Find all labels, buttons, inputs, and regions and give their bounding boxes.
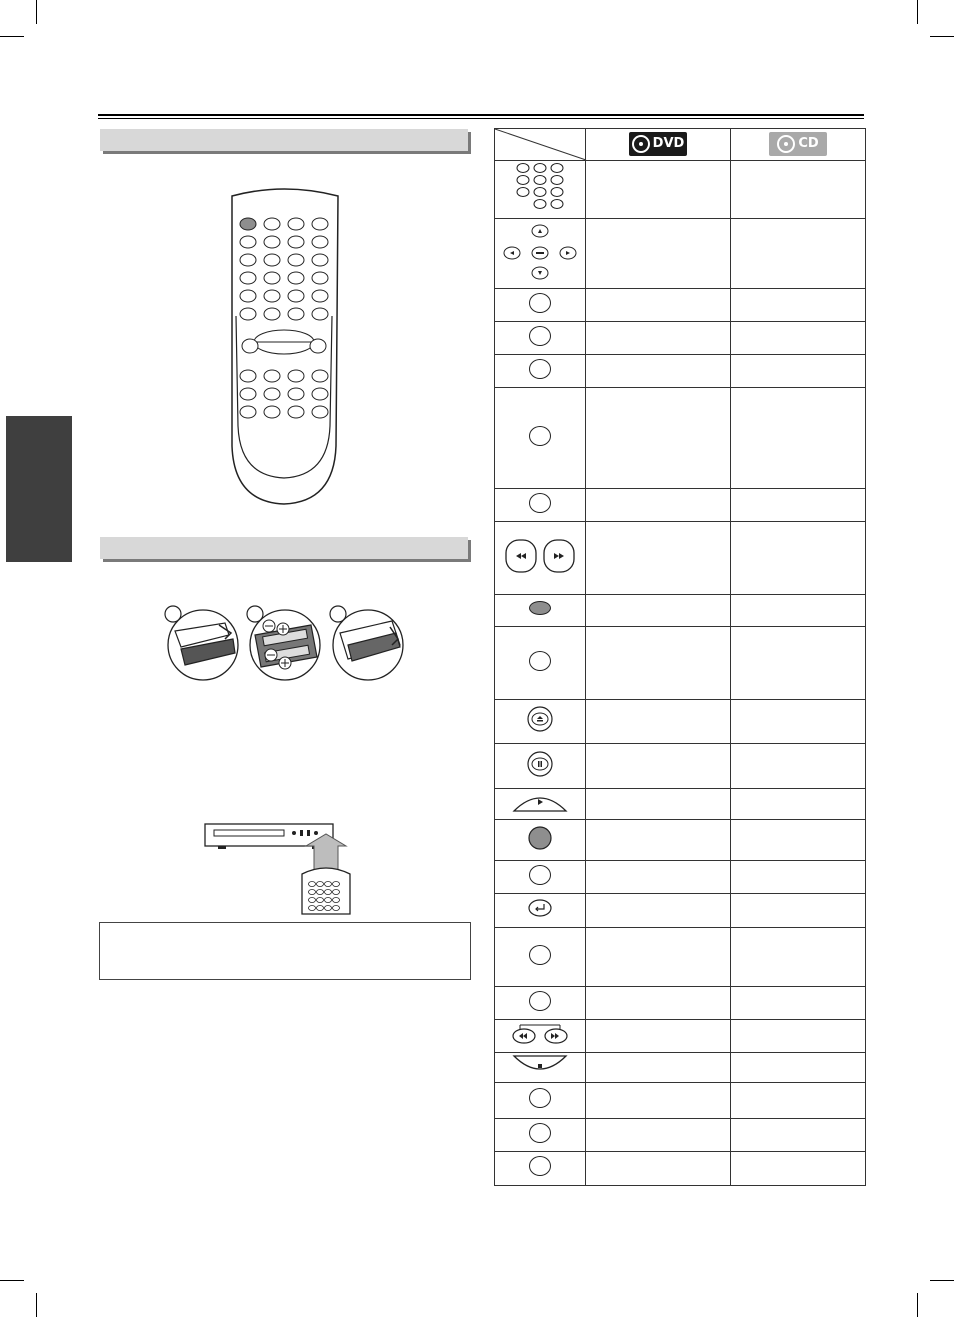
remote-button <box>312 218 328 230</box>
table-row <box>495 627 866 700</box>
cd-function-cell <box>731 928 866 987</box>
number-keypad-icon <box>495 161 586 219</box>
dvd-function-cell <box>586 789 731 820</box>
cd-function-cell <box>731 1020 866 1053</box>
remote-button <box>312 308 328 320</box>
header-rule <box>98 118 864 119</box>
cd-badge <box>769 132 827 156</box>
table-row <box>495 1053 866 1083</box>
dvd-function-cell <box>586 627 731 700</box>
button-symbol <box>529 493 551 513</box>
crop-mark <box>930 1280 954 1281</box>
dvd-function-cell <box>586 289 731 322</box>
table-row <box>495 489 866 522</box>
button-symbol <box>529 359 551 379</box>
remote-button <box>288 290 304 302</box>
dvd-function-cell <box>586 1020 731 1053</box>
remote-button <box>264 388 280 400</box>
table-row <box>495 820 866 861</box>
note-box <box>99 922 471 980</box>
table-row <box>495 388 866 489</box>
remote-button <box>264 272 280 284</box>
oval-button-icon <box>495 289 586 322</box>
oval-button-icon <box>495 355 586 388</box>
table-row <box>495 928 866 987</box>
dvd-function-cell <box>586 219 731 289</box>
remote-button <box>288 218 304 230</box>
dvd-function-cell <box>586 388 731 489</box>
dvd-function-cell <box>586 489 731 522</box>
table-row <box>495 861 866 894</box>
battery-step-1-illustration <box>165 605 241 681</box>
table-row <box>495 894 866 928</box>
table-row <box>495 355 866 388</box>
oval-button-icon <box>495 987 586 1020</box>
button-symbol <box>529 1123 551 1143</box>
cursor-enter-buttons-icon <box>495 219 586 289</box>
table-row <box>495 1020 866 1053</box>
oval-button-icon <box>495 1119 586 1152</box>
crop-mark <box>36 0 37 24</box>
return-button-icon <box>495 894 586 928</box>
cd-label: CD <box>798 136 819 151</box>
crop-mark <box>0 1280 24 1281</box>
remote-button <box>288 370 304 382</box>
table-row <box>495 1152 866 1186</box>
remote-button <box>240 406 256 418</box>
remote-button <box>264 218 280 230</box>
remote-button <box>264 290 280 302</box>
table-corner-cell <box>495 129 586 161</box>
cd-function-cell <box>731 861 866 894</box>
oval-button-icon <box>495 861 586 894</box>
remote-button <box>312 370 328 382</box>
crop-mark <box>917 1293 918 1317</box>
button-symbol <box>529 1088 551 1108</box>
remote-button <box>240 236 256 248</box>
oval-button-icon <box>495 1152 586 1186</box>
dvd-column-header <box>586 129 731 161</box>
cd-function-cell <box>731 894 866 928</box>
cd-function-cell <box>731 322 866 355</box>
cd-function-cell <box>731 595 866 627</box>
table-row <box>495 322 866 355</box>
remote-button <box>264 254 280 266</box>
button-symbol <box>529 426 551 446</box>
button-symbol <box>529 1156 551 1176</box>
table-row <box>495 700 866 744</box>
button-symbol <box>529 293 551 313</box>
cd-function-cell <box>731 987 866 1020</box>
cd-function-cell <box>731 219 866 289</box>
dvd-function-cell <box>586 595 731 627</box>
dvd-function-cell <box>586 861 731 894</box>
table-row <box>495 219 866 289</box>
table-row <box>495 161 866 219</box>
cd-function-cell <box>731 289 866 322</box>
oval-button-icon <box>495 322 586 355</box>
cd-function-cell <box>731 355 866 388</box>
dvd-badge <box>629 132 687 156</box>
oval-button-icon <box>495 928 586 987</box>
remote-button <box>264 406 280 418</box>
table-row <box>495 289 866 322</box>
oval-button-icon <box>495 627 586 700</box>
remote-ffwd-button <box>310 339 326 353</box>
table-row <box>495 522 866 595</box>
section-heading-bar-remote <box>100 129 468 151</box>
dvd-function-cell <box>586 744 731 789</box>
table-row <box>495 1119 866 1152</box>
diagonal-line <box>495 129 586 160</box>
dvd-function-cell <box>586 894 731 928</box>
cd-function-cell <box>731 1119 866 1152</box>
cd-function-cell <box>731 489 866 522</box>
crop-mark <box>930 36 954 37</box>
remote-button <box>312 254 328 266</box>
cd-function-cell <box>731 820 866 861</box>
dvd-function-cell <box>586 522 731 595</box>
table-row <box>495 789 866 820</box>
header-rule <box>98 114 864 116</box>
button-symbol <box>529 326 551 346</box>
cd-function-cell <box>731 627 866 700</box>
remote-button <box>264 236 280 248</box>
player-and-remote-illustration <box>204 822 354 914</box>
remote-button <box>312 406 328 418</box>
skip-buttons-icon <box>495 1020 586 1053</box>
battery-step-2-illustration <box>247 605 323 681</box>
remote-control-illustration <box>226 186 344 510</box>
crop-mark <box>917 0 918 24</box>
table-row <box>495 744 866 789</box>
dvd-function-cell <box>586 355 731 388</box>
oval-button-icon <box>495 1083 586 1119</box>
table-row <box>495 595 866 627</box>
crop-mark <box>0 36 24 37</box>
table-row <box>495 987 866 1020</box>
remote-rewind-button <box>242 339 258 353</box>
cd-function-cell <box>731 161 866 219</box>
button-symbol <box>529 945 551 965</box>
remote-button <box>312 272 328 284</box>
remote-button <box>312 236 328 248</box>
oval-button-icon <box>495 388 586 489</box>
button-symbol <box>529 601 551 615</box>
remote-button <box>288 406 304 418</box>
disc-icon <box>632 135 650 153</box>
button-symbol <box>529 865 551 885</box>
dvd-function-cell <box>586 1053 731 1083</box>
dvd-function-cell <box>586 987 731 1020</box>
cd-function-cell <box>731 1152 866 1186</box>
remote-button <box>312 388 328 400</box>
dvd-function-cell <box>586 700 731 744</box>
remote-power-button <box>240 218 256 230</box>
button-symbol <box>529 991 551 1011</box>
remote-button <box>240 308 256 320</box>
pause-button-icon <box>495 744 586 789</box>
stop-button-icon <box>495 1053 586 1083</box>
dvd-function-cell <box>586 820 731 861</box>
dvd-function-cell <box>586 928 731 987</box>
remote-button <box>240 388 256 400</box>
remote-button <box>240 272 256 284</box>
section-side-tab <box>6 416 72 562</box>
cd-function-cell <box>731 522 866 595</box>
table-row <box>495 1083 866 1119</box>
eject-button-icon <box>495 700 586 744</box>
dvd-function-cell <box>586 1119 731 1152</box>
oval-button-icon <box>495 489 586 522</box>
remote-button <box>288 236 304 248</box>
remote-button <box>240 254 256 266</box>
dvd-function-cell <box>586 322 731 355</box>
cd-function-cell <box>731 388 866 489</box>
cd-function-cell <box>731 1083 866 1119</box>
button-function-table <box>494 128 866 1186</box>
dvd-function-cell <box>586 1152 731 1186</box>
remote-button <box>240 290 256 302</box>
dvd-function-cell <box>586 161 731 219</box>
button-symbol <box>529 651 551 671</box>
rewind-fast-forward-buttons-icon <box>495 522 586 595</box>
remote-button <box>312 290 328 302</box>
remote-button <box>240 370 256 382</box>
cd-function-cell <box>731 1053 866 1083</box>
dvd-label: DVD <box>652 136 685 151</box>
power-button-icon <box>495 820 586 861</box>
remote-button <box>288 254 304 266</box>
remote-button <box>288 308 304 320</box>
cd-function-cell <box>731 744 866 789</box>
dvd-function-cell <box>586 1083 731 1119</box>
cd-column-header <box>731 129 866 161</box>
remote-button <box>264 308 280 320</box>
section-heading-bar-batteries <box>100 537 468 559</box>
crop-mark <box>36 1293 37 1317</box>
remote-button <box>264 370 280 382</box>
play-button-icon <box>495 789 586 820</box>
cd-function-cell <box>731 700 866 744</box>
remote-button <box>288 388 304 400</box>
disc-icon <box>777 135 795 153</box>
filled-oval-button-icon <box>495 595 586 627</box>
cd-function-cell <box>731 789 866 820</box>
battery-step-3-illustration <box>330 605 406 681</box>
remote-button <box>288 272 304 284</box>
